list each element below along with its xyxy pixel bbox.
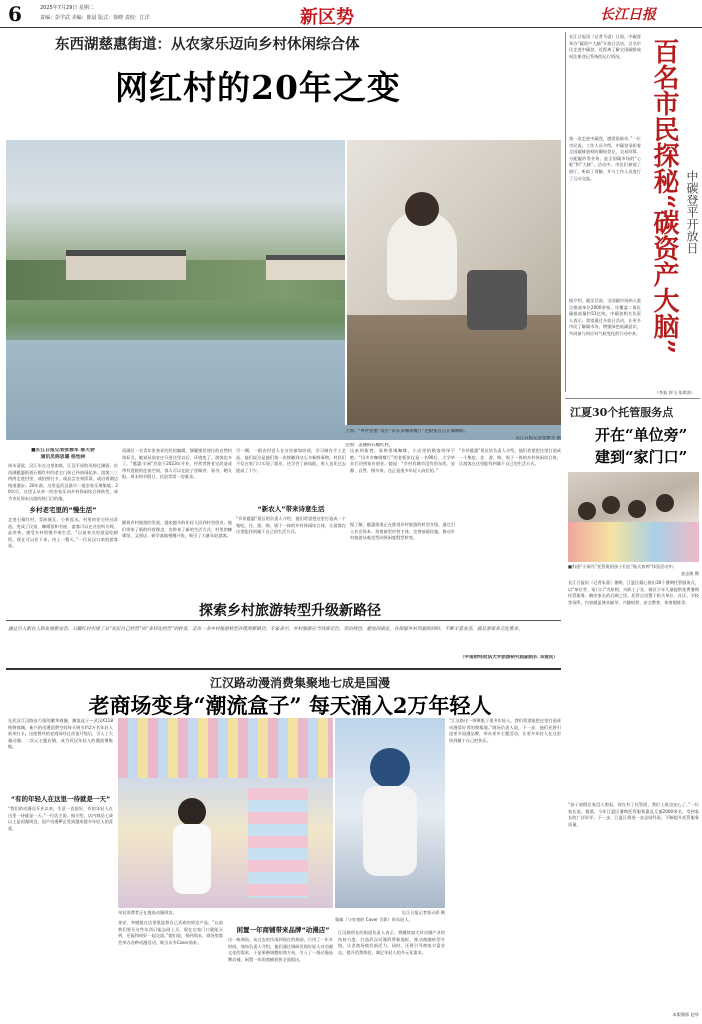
story1-sub2: “新农人”带来诗意生活 [257, 505, 325, 513]
story1-sub1: 乡村老宅里的“慢生活” [29, 506, 97, 514]
anime-shop-photo [118, 718, 333, 908]
figure-photo [335, 718, 445, 908]
story1-banner: 探索乡村旅游转型升级新路径 [199, 603, 381, 619]
paper-logo: 长江日报 [600, 7, 656, 23]
story4-photo-caption1: 年轻消费者正在挑选动漫周边。 [118, 910, 177, 915]
story1-col3b: “乡伴慈惠”景区的负责人介绍，他们希望把这里打造成一个集吃、住、游、购、娱于一体的乡村休闲综合体，让游客在这里能找到属于自己的生活方式。 [236, 516, 346, 535]
story1-col2b: 随着乡村旅游的发展，越来越多的年轻人回到村里创业。他们带来了新的经营理念，也带来了新的生活方式。村里的咖啡馆、文创店、研学基地相继开张，吸引了大量年轻游客。 [122, 520, 232, 539]
photo-credit-1: 长江日报记者张雅军 摄 [515, 436, 561, 441]
story4-col2: 金安、李媛媛在店里挑选着自己喜欢的周边产品。“以前我们要买这些东西只能去网上买，现在在家门口就能买到，还能和同好一起交流。”她们说，每到周末，商场里都会举办各种动漫活动，吸引众多Coser前来。 [118, 920, 223, 945]
story4-sub1: “有的年轻人在这里一待就是一天” [10, 795, 111, 803]
banner-text: 通过引入新农人和发展新业态，石榴红村实现了从“农民自己经营”向“多样化经营”的转变，走出一条乡村旅游转型升级的新路径。专家表示，乡村旅游应当找准定位，突出特色，避免同质化，在保留乡村风貌的同时，不断丰富业态，满足游客多元化需求。 [8, 627, 523, 632]
story3-body: 长江日报讯（记者朱熹）暑期，江夏区精心推出30个暑期托管服务点，以“单位旁、家门口”为原则，为职工子女、辖区少年儿童提供免费暑期托管服务，解决家长的后顾之忧。托管点设置于机关单位、社区、学校等场所，内容涵盖课业辅导、兴趣培养、安全教育、体育锻炼等。 [568, 580, 699, 605]
masthead-editors: 责编：彭学武 美编：陈晨 版式：徐晓 责校：江洋 [40, 15, 150, 21]
story4-col1: 在武汉江汉路步行街的繁华商圈，潮流盒子—武汉X118购物商城，新兴的动漫消费空间每天吸引约2万名年轻人前来打卡。这座曾经的老商场经过改造升级后，引入了大量动漫、二次元主题店铺，成为武汉年轻人的潮流聚集地。 [8, 718, 113, 750]
story3-photo-caption: ■科创“小候鸟”托管班的孩子们在“航天育种”体验活动中。 [568, 564, 677, 569]
story4-sub2: 闲置一年商铺带来品牌“动漫店” [236, 926, 330, 934]
story3-body2: “孩子放假在家没人照看，现在有了托管班，我们上班也安心了。”一位家长说。据悉，今年江夏区暑期托管服务惠及儿童2000余名，受到家长的广泛好评。下一步，江夏区将进一步总结经验，不断提升托管服务质量。 [568, 802, 699, 827]
story2-body: 第一次走进中碳登，感觉很新奇。”一位市民说。工作人员介绍，中碳登承担着全国碳排放权的确权登记、交易结算、分配履约等业务，是全国碳市场的“心脏”和“大脑”。活动中，市民们参观了展厅，听取了讲解，并与工作人员进行了互动交流。 [569, 136, 641, 181]
story2-headline: 百名市民探秘“碳资产大脑” [649, 38, 679, 354]
story1-col4: 出来到街巷，看格里喝咖啡，小店里的顾客络绎不绝。“田多多咖啡餐厅”的老板张仪是一名90后，大学毕业后回到家乡创业。她说：“乡村有城市没有的东西，安静、自然、慢节奏，这正是很多年轻人向往的。” [350, 448, 455, 473]
story4-kicker: 江汉路动漫消费集聚地七成是国漫 [209, 676, 390, 690]
masthead [0, 0, 702, 28]
page-number: 6 [8, 2, 22, 26]
story1-col1b: 走进石榴红村，青砖黛瓦、小桥流水。村里的老宅经过改造，变成了民宿、咖啡馆和书屋。游客可以在这里听鸟鸣、品茶香，感受乡村的慢节奏生活。“以前来这里就是吃顿饭，现在可以住下来，待上一整天。”一位从汉口来的游客说。 [8, 517, 118, 549]
story4-headline: 老商场变身“潮流盒子” 每天涌入2万年轻人 [88, 693, 492, 718]
story4-col1b: “我们的动漫店开业以来，生意一直很好，有的年轻人在这里一待就是一天。”一位店主说。据介绍，店内商品七成以上是国漫周边，国产动漫IP正受到越来越多年轻人的喜爱。 [8, 806, 113, 831]
story3-photo-credit: 金志敏 摄 [680, 571, 699, 576]
story1-col1: 周末清晨，汉江水在这里如练，江汉平原的风掠过湖面，东西湖慈惠街道石榴红村的老宅门前已经热闹起来。游客三三两两走进村里，或拍照打卡，或品尝农家饭菜，或沿着湖边栈道漫步。20年前，这里是武汉最早一批农家乐聚集地；20年后，这里正从单一的农家乐向乡村休闲综合体转型，成为市民周末出游的热门目的地。 [8, 463, 118, 501]
story3-headline-main2: 建到“家门口” [595, 448, 688, 466]
section-name: 新区势 [300, 7, 354, 28]
banner-credit: （中南财经政法大学旅游研究院副院长 邓爱民） [459, 655, 558, 660]
story1-col2: 西湖区一名青年张奎祥的民宿编辑，频繁推荐途径的自然村落标引，她说从前农庄开进这里以后，环境变了，游客也多了。“慈惠·半闲”民宿于2023年开业，经营者将老宅改造成带有庭院的住宿空间，客人可以在院子里喝茶、看书、晒太阳。周末和节假日，民宿常常一房难求。 [122, 448, 232, 480]
story1-headline: 网红村的20年之变 [115, 68, 401, 107]
story3-headline-top: 江夏30个托管服务点 [570, 406, 674, 419]
story3-headline-main: 开在“单位旁” [595, 426, 688, 444]
story1-byline: ■长江日报记者张雅军 郝天骄 通讯员陈思璐 杨怡林 [31, 448, 95, 460]
story1-col3: 另一侧，一群农村老人在这里参加培训，学习制作手工艺品，他们说这是他们第一次接触到这么多新鲜事物。村民们不仅在家门口实现了就业，还学会了新技能，收入也比过去提高了不少。 [236, 448, 346, 473]
story4-photo-caption2: 集邮（与有效的 Cover 合影）的年轻人。 [335, 917, 413, 922]
story1-col4b: 据了解，慈惠街道正在推进乡村旅游的转型升级，通过引入社会资本、培育新型经营主体、完善基础设施，推动乡村旅游从观光型向休闲度假型转变。 [350, 522, 455, 541]
coffee-photo [345, 140, 561, 425]
kids-photo [568, 472, 699, 562]
story2-credit: （李枭 郭飞 张琪涛） [654, 390, 695, 395]
story4-photo-credit1: 长江日报记者郭天骄 摄 [401, 910, 445, 915]
photo-caption-1: 上图：“乡伴慈惠”景区“田多多咖啡餐厅”老板张仪正在做咖啡。 [345, 429, 469, 434]
story4-col3: 这一栋商场，从过去的冷清到现在的热闹，只用了一年多时间。商场负责人介绍，他们通过调研发现年轻人对动漫文化的需求，于是果断调整招商方向，引入了一批动漫品牌店铺，闲置一年的商铺很快全部租出。 [228, 937, 333, 962]
story2-body2: 据介绍，截至目前，全国碳市场纳入重点排放单位2000余家，年覆盖二氧化碳排放量约51亿吨。中碳登相关负责人表示，希望通过开放日活动，让更多市民了解碳市场，增强绿色低碳意识，共同参与到应对气候变化的行动中来。 [569, 298, 641, 336]
story4-col5: “江汉路这一带聚集了很多年轻人，我们希望能把这里打造成动漫爱好者的聚集地。”商场负责人说，下一步，他们还将引进更多国漫品牌，举办更多主题活动，让更多年轻人在这里找到属于自己的快乐。 [449, 718, 561, 743]
story4-col4: 江汉路所在的街道负责人表示，将继续加大对动漫产业的扶持力度，打造武汉动漫消费新地标，推动商圈转型升级，让老商场焕发新活力。同时，还将引导商家丰富业态，提升消费体验，满足年轻人的多元化需求。 [338, 930, 445, 955]
story2-subhead: 中碳登平开放日 [685, 170, 699, 254]
story1-kicker: 东西湖慈惠街道：从农家乐迈向乡村休闲综合体 [55, 36, 360, 53]
story2-intro: 长江日报讯（记者马睿）日前，中碳登举办“碳资产大脑”开放日活动，百名市民走进中碳登，近距离了解全国碳排放权注册登记系统的运行情况。 [569, 34, 641, 59]
photo-caption-2: 左图：美丽的石榴红村。 [345, 443, 394, 448]
story1-col5: “乡伴慈惠”景区的负责人介绍，他们希望把这里打造成一个集吃、住、游、购、娱于一体的乡村休闲综合体，让游客在这里能找到属于自己的生活方式。 [459, 448, 561, 467]
page-photo-editor: 本版摄影 赵华 [672, 1012, 699, 1017]
masthead-date: 2025年7月29日 星期二 [40, 5, 94, 11]
